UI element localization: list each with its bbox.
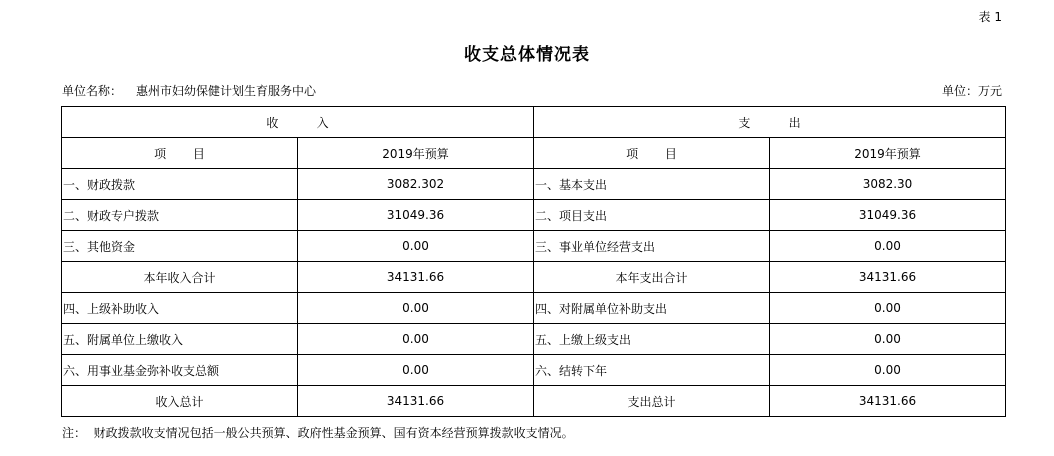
unit-name-line (62, 82, 316, 99)
income-value: 3082.302 (298, 169, 534, 200)
income-item: 三、其他资金 (62, 231, 298, 262)
table-row (62, 200, 1006, 231)
income-total-value: 34131.66 (298, 386, 534, 417)
expense-budget-header: 2019年预算 (770, 138, 1006, 169)
income-item: 六、用事业基金弥补收支总额 (62, 355, 298, 386)
page-title: 收支总体情况表 (464, 45, 590, 65)
expense-item: 三、事业单位经营支出 (534, 231, 770, 262)
currency-unit: 单位：万元 (941, 84, 1002, 98)
income-item: 一、财政拨款 (62, 169, 298, 200)
subtotal-row (62, 262, 1006, 293)
income-value: 31049.36 (298, 200, 534, 231)
total-row (62, 386, 1006, 417)
expense-value: 31049.36 (770, 200, 1006, 231)
expense-total-label: 支出总计 (534, 386, 770, 417)
expense-item-header: 项 目 (534, 138, 770, 169)
income-total-label: 收入总计 (62, 386, 298, 417)
income-item-header: 项 目 (62, 138, 298, 169)
expense-section-header: 支 出 (534, 107, 1006, 138)
table-row (62, 324, 1006, 355)
table-row (62, 231, 1006, 262)
table-number: 表 1 (978, 10, 1002, 24)
income-subtotal-value: 34131.66 (298, 262, 534, 293)
income-item: 五、附属单位上缴收入 (62, 324, 298, 355)
income-subtotal-label: 本年收入合计 (62, 262, 298, 293)
income-value: 0.00 (298, 231, 534, 262)
income-value: 0.00 (298, 324, 534, 355)
expense-item: 五、上缴上级支出 (534, 324, 770, 355)
expense-value: 0.00 (770, 355, 1006, 386)
expense-total-value: 34131.66 (770, 386, 1006, 417)
expense-value: 3082.30 (770, 169, 1006, 200)
unit-name-label: 单位名称： (62, 84, 123, 98)
table-row (62, 355, 1006, 386)
expense-subtotal-value: 34131.66 (770, 262, 1006, 293)
expense-value: 0.00 (770, 231, 1006, 262)
income-value: 0.00 (298, 355, 534, 386)
unit-name-value: 惠州市妇幼保健计划生育服务中心 (136, 84, 317, 98)
table-row (62, 169, 1006, 200)
footnote: 注： 财政拨款收支情况包括一般公共预算、政府性基金预算、国有资本经营预算拨款收支情况。 (62, 426, 574, 440)
expense-subtotal-label: 本年支出合计 (534, 262, 770, 293)
budget-table (61, 106, 1006, 417)
expense-item: 四、对附属单位补助支出 (534, 293, 770, 324)
column-header-row (62, 138, 1006, 169)
expense-value: 0.00 (770, 324, 1006, 355)
expense-item: 一、基本支出 (534, 169, 770, 200)
income-item: 二、财政专户拨款 (62, 200, 298, 231)
table-row (62, 293, 1006, 324)
section-header-row (62, 107, 1006, 138)
expense-value: 0.00 (770, 293, 1006, 324)
income-budget-header: 2019年预算 (298, 138, 534, 169)
expense-item: 二、项目支出 (534, 200, 770, 231)
expense-item: 六、结转下年 (534, 355, 770, 386)
income-section-header: 收 入 (62, 107, 534, 138)
income-item: 四、上级补助收入 (62, 293, 298, 324)
income-value: 0.00 (298, 293, 534, 324)
